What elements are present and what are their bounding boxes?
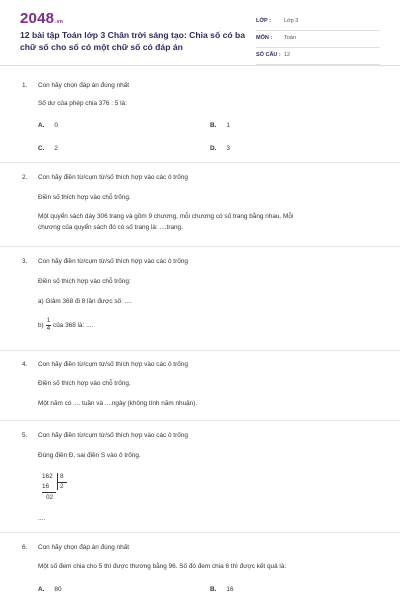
question-prompt: Con hãy chọn đáp án đúng nhất xyxy=(38,82,129,89)
option-letter: B. xyxy=(210,122,217,129)
meta-label: MÔN : xyxy=(256,35,273,41)
meta-value: Toán xyxy=(284,35,296,41)
divider xyxy=(0,532,400,533)
question-prompt: Con hãy chọn đáp án đúng nhất xyxy=(38,544,129,551)
divider xyxy=(0,246,400,247)
answer-option-a[interactable] xyxy=(38,122,58,129)
sub-item-label: b) xyxy=(38,322,44,330)
divisor: 8 xyxy=(60,473,64,480)
option-text: 80 xyxy=(54,586,62,593)
question-text: a) Giảm 368 đi 8 lần được số: .... xyxy=(38,298,132,305)
site-logo[interactable] xyxy=(20,10,63,27)
question-text: Một năm có .... tuần và ....ngày (không tính năm nhuận). xyxy=(38,400,198,407)
meta-row-count xyxy=(256,48,380,65)
long-division xyxy=(42,473,82,509)
answer-option-a[interactable] xyxy=(38,586,62,593)
logo-text: 2048 xyxy=(20,10,55,27)
question-5 xyxy=(22,432,382,527)
option-text: 0 xyxy=(54,122,58,129)
question-6 xyxy=(22,544,382,600)
meta-label: SỐ CÂU : xyxy=(256,52,281,58)
question-1 xyxy=(22,82,382,162)
meta-value: Lớp 3 xyxy=(284,18,299,24)
answer-blank[interactable]: .... xyxy=(38,515,46,522)
option-text: 2 xyxy=(54,145,58,152)
option-letter: A. xyxy=(38,122,45,129)
option-letter: D. xyxy=(210,145,217,152)
question-3 xyxy=(22,258,382,348)
question-text: Số dư của phép chia 376 : 5 là: xyxy=(38,100,127,107)
answer-option-b[interactable] xyxy=(210,586,234,593)
option-text: 1 xyxy=(226,122,230,129)
document-header xyxy=(0,0,400,66)
subtraction-line xyxy=(42,492,56,493)
option-letter: B. xyxy=(210,586,217,593)
fraction-numerator: 1 xyxy=(46,318,51,324)
question-number: 5. xyxy=(22,432,28,439)
question-4 xyxy=(22,361,382,421)
question-text: của 368 là: .... xyxy=(53,322,94,330)
fraction xyxy=(46,318,51,333)
fraction-line xyxy=(38,318,93,333)
divider xyxy=(0,420,400,421)
question-text: Điền số thích hợp vào chỗ trống: xyxy=(38,278,131,285)
option-letter: C. xyxy=(38,145,45,152)
option-letter: A. xyxy=(38,586,45,593)
question-text: Đúng điền Đ, sai điền S vào ô trống. xyxy=(38,452,141,459)
option-text: 3 xyxy=(226,145,230,152)
question-text: chương của quyển sách đó có số trang là: ....trang. xyxy=(38,224,183,231)
meta-label: LỚP : xyxy=(256,18,271,24)
logo-domain: .vn xyxy=(55,19,63,25)
fraction-denominator: 4 xyxy=(46,326,51,332)
question-number: 4. xyxy=(22,361,28,368)
question-2 xyxy=(22,174,382,244)
question-text: Một quyển sách dày 306 trang và gồm 9 chương, mỗi chương có số trang bằng nhau. Mỗi xyxy=(38,213,294,220)
question-text: Điền số thích hợp vào chỗ trống. xyxy=(38,194,131,201)
quotient: 2 xyxy=(60,483,64,490)
subtracted-value: 16 xyxy=(42,483,50,490)
answer-option-c[interactable] xyxy=(38,145,58,152)
option-text: 16 xyxy=(226,586,234,593)
question-number: 6. xyxy=(22,544,28,551)
question-text: Điền số thích hợp vào chỗ trống. xyxy=(38,380,131,387)
document-title: 12 bài tập Toán lớp 3 Chân trời sáng tạo: Chia số có ba chữ số cho số có một chữ số có đáp án xyxy=(20,30,246,52)
answer-option-b[interactable] xyxy=(210,122,230,129)
question-prompt: Con hãy điền từ/cụm từ/số thích hợp vào các ô trống xyxy=(38,174,188,181)
question-text: Một số đem chia cho 5 thì được thương bằng 96. Số đó đem chia 6 thì được kết quả là: xyxy=(38,563,287,570)
divider xyxy=(0,350,400,351)
meta-row-subject xyxy=(256,31,380,48)
answer-option-d[interactable] xyxy=(210,145,230,152)
divider xyxy=(0,162,400,163)
question-prompt: Con hãy điền từ/cụm từ/số thích hợp vào các ô trống xyxy=(38,432,188,439)
meta-value: 12 xyxy=(284,52,291,58)
question-prompt: Con hãy điền từ/cụm từ/số thích hợp vào các ô trống xyxy=(38,258,188,265)
question-number: 2. xyxy=(22,174,28,181)
remainder: 02 xyxy=(46,494,54,501)
question-number: 1. xyxy=(22,82,28,89)
dividend: 162 xyxy=(42,473,53,480)
question-number: 3. xyxy=(22,258,28,265)
meta-row-grade xyxy=(256,14,380,31)
question-prompt: Con hãy điền từ/cụm từ/số thích hợp vào các ô trống xyxy=(38,361,188,368)
document-meta xyxy=(256,14,380,65)
